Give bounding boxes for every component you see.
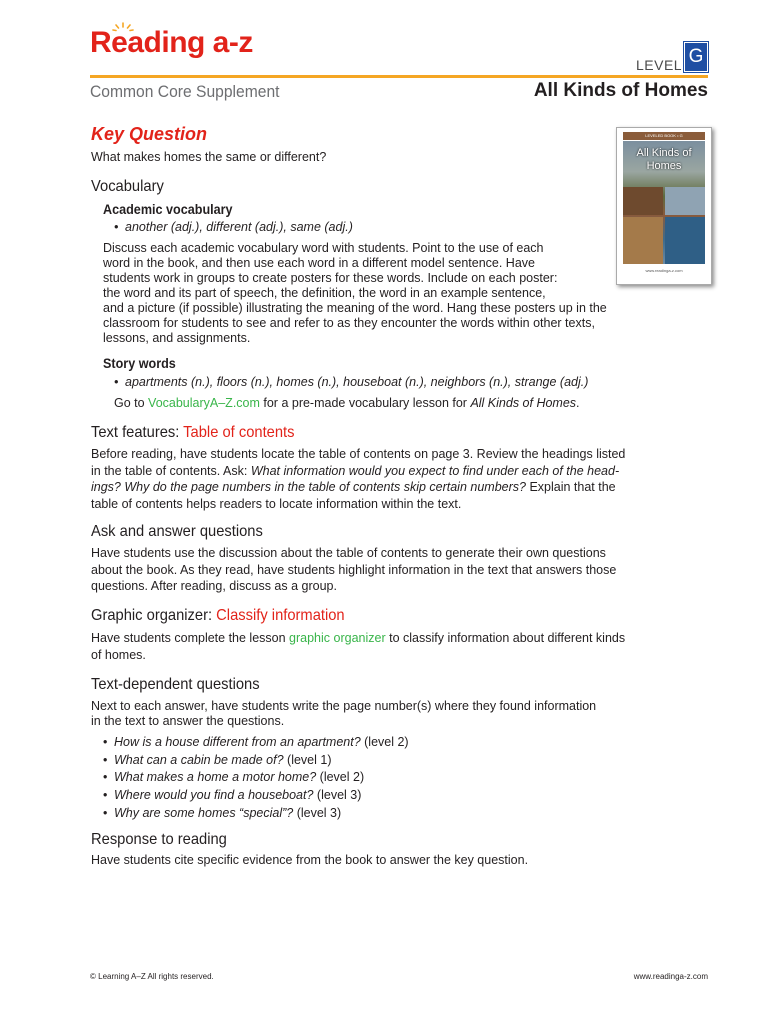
- question-item: [103, 787, 409, 805]
- vocabulary-heading: Vocabulary: [91, 178, 164, 195]
- vocabulary-az-link[interactable]: VocabularyA–Z.com: [148, 396, 260, 410]
- question-item: [103, 752, 409, 770]
- cover-footer: www.readinga-z.com: [645, 268, 683, 273]
- question-level: (level 2): [360, 735, 409, 749]
- paragraph-line: [91, 479, 671, 496]
- key-question-heading: Key Question: [91, 124, 208, 144]
- header-rule: [90, 75, 708, 78]
- ask-answer-heading: Ask and answer questions: [91, 523, 263, 540]
- paragraph-line: classroom for students to see and refer to as they encounter the words within other texts,: [103, 316, 595, 330]
- question-text: What can a cabin be made of?: [114, 752, 284, 767]
- paragraph-line: table of contents helps readers to locate information within the text.: [91, 496, 462, 511]
- level-badge: G: [684, 42, 708, 72]
- goto-book-title: All Kinds of Homes: [470, 396, 577, 410]
- text-dependent-intro: [91, 699, 671, 729]
- book-title: All Kinds of Homes: [533, 80, 708, 101]
- question-item: [103, 734, 409, 752]
- story-words-list: [114, 374, 588, 392]
- paragraph-line: questions. After reading, discuss as a group.: [91, 579, 337, 593]
- academic-words-list: [114, 219, 353, 237]
- question-text: Where would you find a houseboat?: [114, 788, 314, 803]
- text-features-topic: Table of contents: [183, 424, 295, 441]
- response-heading: Response to reading: [91, 831, 227, 848]
- reading-az-logo: Reading a-z: [90, 26, 253, 59]
- paragraph-line: of homes.: [91, 647, 146, 662]
- cover-photo-tile: [665, 187, 705, 215]
- paragraph-line: Next to each answer, have students write the page number(s) where they found information: [91, 699, 597, 713]
- question-level: (level 3): [293, 805, 342, 820]
- paragraph-line: students work in groups to create posters for these words. Include on each poster:: [103, 271, 558, 285]
- graphic-organizer-topic: Classify information: [216, 607, 345, 624]
- cover-title: All Kinds of Homes: [636, 147, 692, 172]
- paragraph-line: lessons, and assignments.: [103, 331, 251, 345]
- paragraph-line: word in the book, and then use each word in a different model sentence. Have: [103, 256, 535, 270]
- question-text: How is a house different from an apartment?: [114, 735, 361, 749]
- line-italic: ings? Why do the page numbers in the table of contents skip certain numbers?: [91, 480, 526, 494]
- paragraph-line: about the book. As they read, have students highlight information in the text that answers those: [91, 562, 617, 577]
- question-item: [103, 805, 409, 823]
- line-plain: Explain that the: [525, 480, 616, 494]
- question-level: (level 3): [313, 788, 362, 803]
- paragraph-line: [91, 630, 671, 647]
- paragraph-line: Discuss each academic vocabulary word with students. Point to the use of each: [103, 241, 544, 255]
- level-label: LEVEL: [636, 57, 683, 73]
- text-features-paragraph: [91, 446, 671, 512]
- story-words: • apartments (n.), floors (n.), homes (n.), houseboat (n.), neighbors (n.), strange (adj.): [114, 374, 588, 392]
- response-text: Have students cite specific evidence from the book to answer the key question.: [91, 853, 529, 867]
- vocabulary-goto-line: [114, 396, 580, 411]
- goto-prefix: Go to: [114, 396, 149, 410]
- academic-vocabulary-heading: Academic vocabulary: [103, 201, 233, 217]
- line-plain: in the table of contents. Ask:: [91, 463, 251, 478]
- key-question-text: What makes homes the same or different?: [91, 150, 327, 164]
- text-dependent-heading: Text-dependent questions: [91, 676, 260, 693]
- supplement-title: Common Core Supplement: [90, 82, 280, 101]
- questions-list: [103, 734, 409, 823]
- academic-paragraph: [103, 241, 663, 346]
- question-level: (level 2): [316, 770, 365, 785]
- line-italic: What information would you expect to find under each of the head-: [250, 463, 620, 478]
- paragraph-line: Before reading, have students locate the table of contents on page 3. Review the headings listed: [91, 447, 626, 461]
- goto-end: .: [576, 396, 580, 410]
- question-text: What makes a home a motor home?: [114, 770, 317, 785]
- paragraph-line: [91, 463, 671, 480]
- academic-words: • another (adj.), different (adj.), same (adj.): [114, 219, 353, 237]
- copyright-footer: © Learning A–Z All rights reserved.: [90, 972, 214, 981]
- cover-series-label: LEVELED BOOK • G: [623, 132, 705, 140]
- paragraph-line: the word and its part of speech, the definition, the word in an example sentence,: [103, 286, 546, 300]
- paragraph-line: in the text to answer the questions.: [91, 714, 285, 728]
- question-item: [103, 769, 409, 787]
- graphic-organizer-heading: [91, 607, 345, 625]
- graphic-organizer-paragraph: [91, 630, 671, 663]
- graphic-organizer-prefix: Graphic organizer:: [91, 607, 217, 624]
- paragraph-line: and a picture (if possible) illustrating the meaning of the word. Hang these posters up in the: [103, 301, 607, 315]
- website-footer[interactable]: www.readinga-z.com: [633, 972, 708, 981]
- cover-photo-tile: [665, 217, 705, 264]
- question-level: (level 1): [283, 752, 332, 767]
- text-features-prefix: Text features:: [91, 424, 184, 441]
- question-text: Why are some homes “special”?: [114, 805, 294, 820]
- goto-middle: for a pre-made vocabulary lesson for: [259, 396, 471, 410]
- line-plain: Have students complete the lesson: [91, 631, 290, 645]
- ask-answer-paragraph: [91, 545, 671, 595]
- cover-photo-tile: [623, 187, 663, 215]
- text-features-heading: [91, 424, 294, 442]
- story-words-heading: Story words: [103, 355, 176, 371]
- paragraph-line: Have students use the discussion about the table of contents to generate their own questions: [91, 546, 606, 560]
- graphic-organizer-link[interactable]: graphic organizer: [289, 631, 386, 645]
- line-plain: to classify information about different kinds: [385, 631, 626, 645]
